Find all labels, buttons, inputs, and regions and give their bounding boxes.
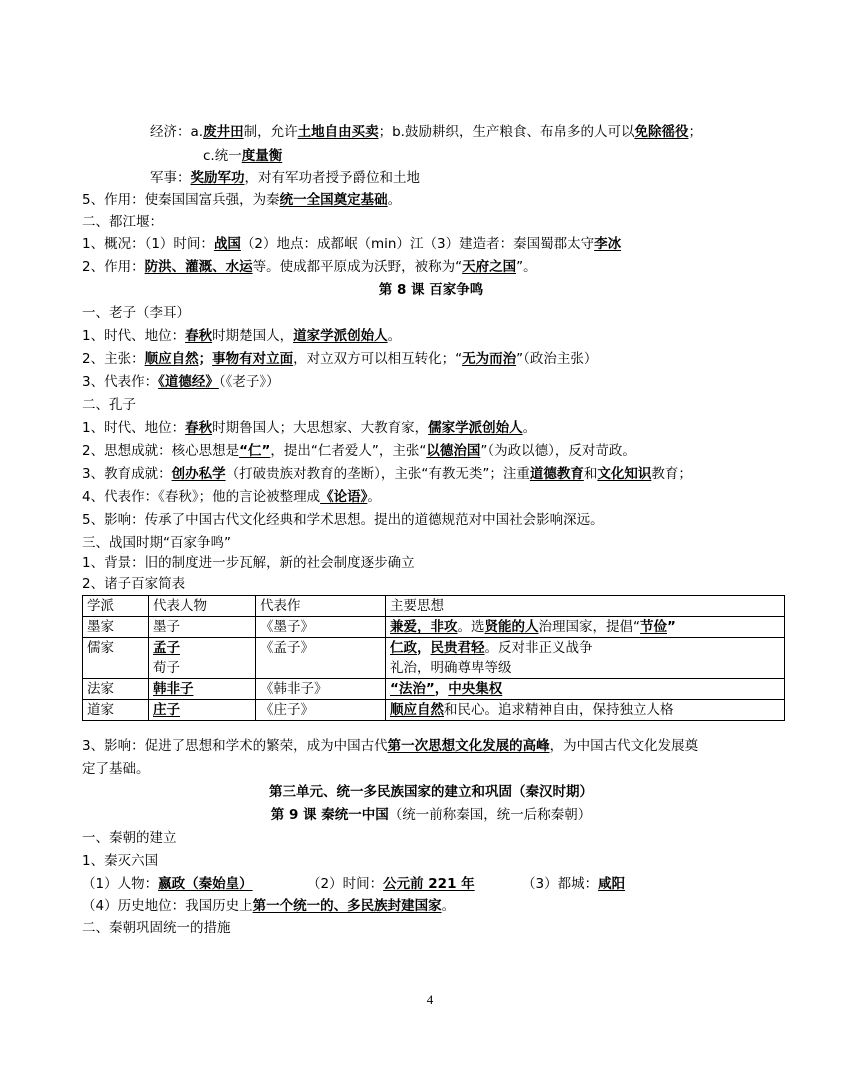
table-header-row bbox=[83, 596, 785, 617]
work-cell: 《墨子》 bbox=[256, 617, 386, 638]
influence-line: 3、影响：促进了思想和学术的繁荣，成为中国古代第一次思想文化发展的高峰，为中国古代文化发展奠 bbox=[82, 738, 699, 754]
economy-line-c: c.统一度量衡 bbox=[203, 148, 283, 164]
qin-status-line: （4）历史地位：我国历史上第一个统一的、多民族封建国家。 bbox=[82, 898, 456, 914]
effect-line: 5、作用：使秦国国富兵强，为秦统一全国奠定基础。 bbox=[82, 192, 402, 208]
school-cell: 道家 bbox=[83, 700, 149, 721]
table-header: 主要思想 bbox=[386, 596, 785, 617]
zhanguo-line-2: 2、诸子百家简表 bbox=[82, 576, 186, 592]
table-header: 代表作 bbox=[256, 596, 386, 617]
thought-cell: “法治”，中央集权 bbox=[386, 679, 785, 700]
schools-table bbox=[82, 595, 785, 721]
table-header: 代表人物 bbox=[149, 596, 256, 617]
kongzi-line-5: 5、影响：传承了中国古代文化经典和学术思想。提出的道德规范对中国社会影响深远。 bbox=[82, 512, 604, 528]
laozi-heading: 一、老子（李耳） bbox=[82, 305, 190, 321]
laozi-line-3: 3、代表作：《道德经》（《老子》） bbox=[82, 374, 280, 390]
qin-heading-1: 一、秦朝的建立 bbox=[82, 830, 177, 846]
table-header: 学派 bbox=[83, 596, 149, 617]
work-cell: 《韩非子》 bbox=[256, 679, 386, 700]
kongzi-line-1: 1、时代、地位：春秋时期鲁国人；大思想家、大教育家，儒家学派创始人。 bbox=[82, 420, 537, 436]
laozi-line-2: 2、主张：顺应自然；事物有对立面，对立双方可以相互转化；“无为而治”（政治主张） bbox=[82, 351, 598, 367]
thought-cell: 仁政，民贵君轻。反对非正义战争 礼治，明确尊卑等级 bbox=[386, 638, 785, 679]
qin-subheading: 1、秦灭六国 bbox=[82, 853, 159, 869]
qin-facts-line: （1）人物：嬴政（秦始皇） （2）时间：公元前 221 年 （3）都城：咸阳 bbox=[82, 876, 626, 892]
dujiangyan-effect: 2、作用：防洪、灌溉、水运等。使成都平原成为沃野，被称为“天府之国”。 bbox=[82, 259, 537, 275]
lesson9-title: 第 9 课 秦统一中国（统一前称秦国，统一后称秦朝） bbox=[270, 807, 592, 823]
qin-heading-2: 二、秦朝巩固统一的措施 bbox=[82, 920, 231, 936]
economy-line: 经济：a.废井田制，允许土地自由买卖；b.鼓励耕织，生产粮食、布帛多的人可以免除徭役； bbox=[150, 124, 702, 140]
table-row bbox=[83, 700, 785, 721]
work-cell: 《孟子》 bbox=[256, 638, 386, 679]
table-row bbox=[83, 638, 785, 679]
thought-cell: 顺应自然和民心。追求精神自由，保持独立人格 bbox=[386, 700, 785, 721]
laozi-line-1: 1、时代、地位：春秋时期楚国人，道家学派创始人。 bbox=[82, 328, 402, 344]
school-cell: 法家 bbox=[83, 679, 149, 700]
dujiangyan-overview: 1、概况：（1）时间：战国（2）地点：成都岷（min）江（3）建造者：秦国蜀郡太守李冰 bbox=[82, 236, 622, 252]
unit3-title: 第三单元、统一多民族国家的建立和巩固（秦汉时期） bbox=[269, 784, 593, 800]
page-number: 4 bbox=[426, 992, 434, 1007]
zhanguo-line-1: 1、背景：旧的制度进一步瓦解，新的社会制度逐步确立 bbox=[82, 555, 415, 571]
dujiangyan-heading: 二、都江堰： bbox=[82, 214, 163, 230]
lesson8-title: 第 8 课 百家争鸣 bbox=[378, 282, 484, 298]
kongzi-line-4: 4、代表作：《春秋》；他的言论被整理成《论语》。 bbox=[82, 489, 381, 505]
influence-line-2: 定了基础。 bbox=[82, 761, 150, 777]
kongzi-heading: 二、孔子 bbox=[82, 397, 136, 413]
table-row bbox=[83, 617, 785, 638]
work-cell: 《庄子》 bbox=[256, 700, 386, 721]
military-line: 军事：奖励军功，对有军功者授予爵位和土地 bbox=[150, 170, 420, 186]
person-cell: 孟子 荀子 bbox=[149, 638, 256, 679]
zhanguo-heading: 三、战国时期“百家争鸣” bbox=[82, 535, 231, 551]
school-cell: 儒家 bbox=[83, 638, 149, 679]
person-cell: 韩非子 bbox=[149, 679, 256, 700]
person-cell: 庄子 bbox=[149, 700, 256, 721]
person-cell: 墨子 bbox=[149, 617, 256, 638]
kongzi-line-2: 2、思想成就：核心思想是“仁”，提出“仁者爱人”，主张“以德治国”（为政以德），反对苛政。 bbox=[82, 443, 636, 459]
table-row bbox=[83, 679, 785, 700]
thought-cell: 兼爱，非攻。选贤能的人治理国家，提倡“节俭” bbox=[386, 617, 785, 638]
school-cell: 墨家 bbox=[83, 617, 149, 638]
kongzi-line-3: 3、教育成就：创办私学（打破贵族对教育的垄断），主张“有教无类”；注重道德教育和文化知识教育； bbox=[82, 466, 692, 482]
